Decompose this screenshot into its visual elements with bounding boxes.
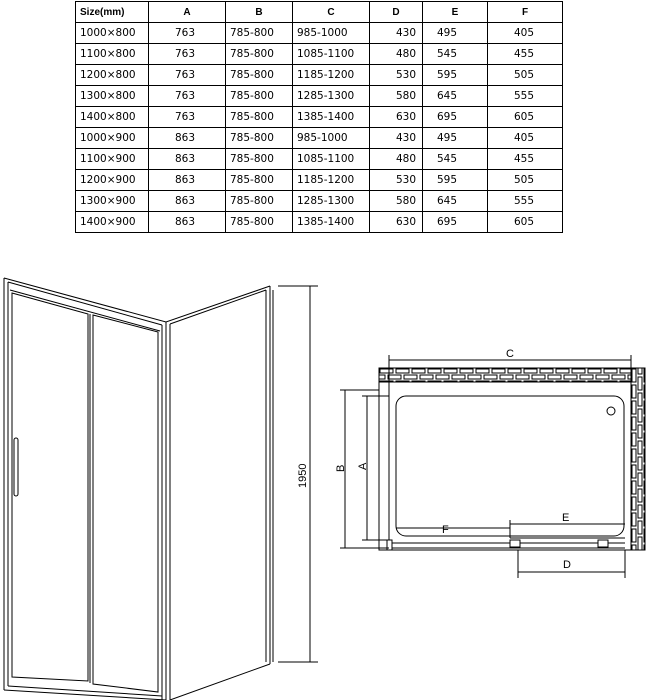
roller-left <box>510 540 520 547</box>
table-cell-sizemm: 1400×900 <box>76 212 149 233</box>
side-bottom <box>170 664 270 700</box>
table-cell-sizemm: 1100×800 <box>76 44 149 65</box>
table-cell-b: 785-800 <box>226 23 293 44</box>
table-cell-f: 505 <box>488 65 563 86</box>
table-cell-a: 863 <box>149 212 226 233</box>
table-cell-a: 863 <box>149 170 226 191</box>
table-cell-a: 863 <box>149 191 226 212</box>
table-cell-d: 580 <box>370 86 423 107</box>
header-a: A <box>149 2 226 23</box>
table-cell-b: 785-800 <box>226 191 293 212</box>
table-cell-f: 405 <box>488 23 563 44</box>
label-d: D <box>563 559 571 571</box>
table-cell-e: 545 <box>423 149 488 170</box>
header-b: B <box>226 2 293 23</box>
table-cell-f: 555 <box>488 191 563 212</box>
label-b: B <box>335 464 347 472</box>
table-cell-c: 1385-1400 <box>293 107 370 128</box>
table-cell-c: 1085-1100 <box>293 149 370 170</box>
table-cell-d: 630 <box>370 107 423 128</box>
table-cell-b: 785-800 <box>226 44 293 65</box>
table-cell-e: 645 <box>423 191 488 212</box>
side-top-inner <box>170 290 266 324</box>
table-cell-sizemm: 1300×800 <box>76 86 149 107</box>
table-cell-d: 480 <box>370 44 423 65</box>
top-rail-outer <box>4 278 270 322</box>
table-cell-b: 785-800 <box>226 212 293 233</box>
table-cell-f: 605 <box>488 212 563 233</box>
table-cell-b: 785-800 <box>226 149 293 170</box>
table-cell-a: 763 <box>149 107 226 128</box>
label-c: C <box>506 348 514 360</box>
table-cell-b: 785-800 <box>226 65 293 86</box>
table-cell-sizemm: 1200×800 <box>76 65 149 86</box>
header-size: Size(mm) <box>76 2 149 23</box>
table-cell-sizemm: 1400×800 <box>76 107 149 128</box>
table-cell-f: 405 <box>488 128 563 149</box>
header-f: F <box>488 2 563 23</box>
table-cell-c: 1285-1300 <box>293 191 370 212</box>
table-cell-c: 985-1000 <box>293 23 370 44</box>
table-cell-d: 530 <box>370 65 423 86</box>
sliding-panel <box>93 315 158 692</box>
shower-tray <box>396 396 624 536</box>
table-cell-c: 1385-1400 <box>293 212 370 233</box>
table-cell-c: 1285-1300 <box>293 86 370 107</box>
height-label: 1950 <box>297 463 309 488</box>
roller-right <box>598 540 608 547</box>
table-cell-e: 595 <box>423 170 488 191</box>
label-a: A <box>357 462 369 470</box>
table-cell-c: 1185-1200 <box>293 170 370 191</box>
table-cell-b: 785-800 <box>226 107 293 128</box>
table-cell-c: 985-1000 <box>293 128 370 149</box>
table-cell-b: 785-800 <box>226 128 293 149</box>
door-handle <box>14 438 18 496</box>
wall-outline <box>379 368 645 550</box>
table-cell-e: 495 <box>423 128 488 149</box>
table-cell-a: 763 <box>149 65 226 86</box>
table-cell-f: 455 <box>488 149 563 170</box>
table-cell-e: 545 <box>423 44 488 65</box>
table-cell-a: 863 <box>149 149 226 170</box>
header-e: E <box>423 2 488 23</box>
table-cell-e: 495 <box>423 23 488 44</box>
drain <box>607 407 615 415</box>
table-cell-d: 480 <box>370 149 423 170</box>
label-f: F <box>442 524 449 536</box>
table-cell-d: 630 <box>370 212 423 233</box>
table-cell-e: 595 <box>423 65 488 86</box>
table-cell-e: 645 <box>423 86 488 107</box>
table-cell-c: 1085-1100 <box>293 44 370 65</box>
header-d: D <box>370 2 423 23</box>
table-cell-c: 1185-1200 <box>293 65 370 86</box>
table-cell-sizemm: 1000×900 <box>76 128 149 149</box>
top-rail-inner <box>8 282 162 325</box>
table-cell-d: 430 <box>370 23 423 44</box>
elevation-view <box>4 278 318 700</box>
table-cell-f: 505 <box>488 170 563 191</box>
top-rail-lower <box>10 290 160 331</box>
table-cell-sizemm: 1100×900 <box>76 149 149 170</box>
header-c: C <box>293 2 370 23</box>
plan-view <box>340 355 645 578</box>
table-cell-sizemm: 1000×800 <box>76 23 149 44</box>
label-e: E <box>562 512 570 524</box>
table-cell-a: 763 <box>149 44 226 65</box>
side-wall <box>631 368 645 550</box>
table-cell-d: 530 <box>370 170 423 191</box>
table-cell-sizemm: 1200×900 <box>76 170 149 191</box>
table-cell-d: 430 <box>370 128 423 149</box>
table-cell-d: 580 <box>370 191 423 212</box>
table-cell-sizemm: 1300×900 <box>76 191 149 212</box>
table-cell-a: 763 <box>149 86 226 107</box>
fixed-panel <box>12 293 88 681</box>
table-cell-a: 863 <box>149 128 226 149</box>
back-wall <box>379 368 631 382</box>
table-cell-b: 785-800 <box>226 170 293 191</box>
table-cell-f: 455 <box>488 44 563 65</box>
table-cell-f: 605 <box>488 107 563 128</box>
table-cell-e: 695 <box>423 212 488 233</box>
table-cell-a: 763 <box>149 23 226 44</box>
table-cell-e: 695 <box>423 107 488 128</box>
table-cell-b: 785-800 <box>226 86 293 107</box>
table-cell-f: 555 <box>488 86 563 107</box>
